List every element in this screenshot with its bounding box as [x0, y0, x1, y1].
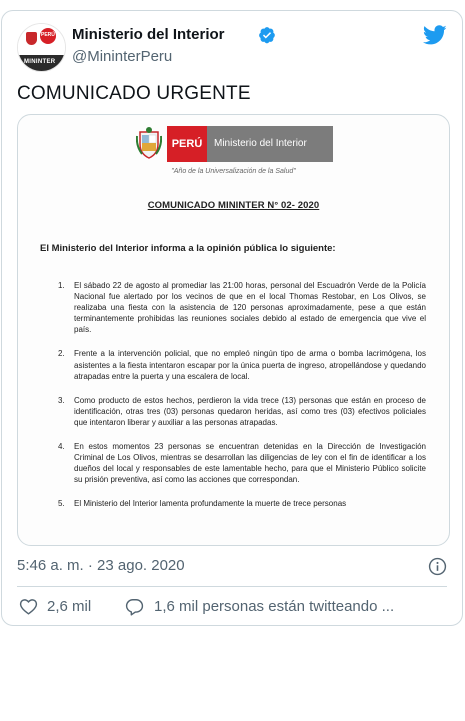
list-item: 5. El Ministerio del Interior lamenta profundamente la muerte de trece personas — [58, 499, 347, 509]
avatar[interactable] — [17, 23, 66, 72]
tweet-media-image[interactable] — [17, 114, 450, 546]
action-bar — [17, 596, 447, 618]
tweet-text: COMUNICADO URGENTE — [17, 83, 251, 104]
list-item: 3. Como producto de estos hechos, perdieron la vida trece (13) personas que están en proceso de identificación, otras tres (03) personas quedaron heridas, así como tres (03) efectivos policiales que intentaron liberar y auxiliar a las personas atrapadas. — [58, 395, 426, 427]
peru-logo-block: PERÚ — [167, 126, 207, 162]
coat-of-arms-icon — [26, 32, 37, 45]
press-release-document — [18, 115, 449, 545]
avatar-label: MININTER — [24, 59, 56, 65]
tweet-card[interactable] — [1, 10, 463, 626]
list-item: 1. El sábado 22 de agosto al promediar las 21:00 horas, personal del Escuadrón Verde de la Policía Nacional fue alertado por los vecinos de que en el local Thomas Restobar, en Los Olivos, se realizaba una fiesta con la asistencia de 120 personas aproximadamente, pese a que están terminantemente prohibidas las reuniones sociales debido al estado de emergencia que vive el país. — [58, 281, 426, 335]
document-intro: El Ministerio del Interior informa a la opinión pública lo siguiente: — [40, 243, 336, 254]
document-title: COMUNICADO MININTER N° 02- 2020 — [147, 200, 320, 211]
avatar-badge: PERÚ — [41, 32, 55, 38]
tweet-header — [17, 23, 447, 75]
display-name[interactable]: Ministerio del Interior — [72, 26, 225, 43]
ministry-logo-block: Ministerio del Interior — [207, 126, 333, 162]
year-motto: "Año de la Universalización de la Salud" — [171, 168, 296, 175]
coat-of-arms-icon — [136, 126, 162, 159]
verified-badge-icon — [258, 26, 276, 44]
list-item: 4. En estos momentos 23 personas se encuentran detenidas en la Dirección de Investigación Criminal de Los Olivos, mientras se desarrollan las diligencias de ley con el fin de identificar a los dueños del local y responsables de este lamentable hecho, para que el Ministerio Público solicite su prisión preventiva, así como las acciones que correspondan. — [58, 442, 426, 485]
speech-bubble-icon[interactable] — [125, 597, 144, 616]
info-icon[interactable] — [428, 557, 447, 576]
like-count[interactable]: 2,6 mil — [47, 598, 92, 615]
list-item: 2. Frente a la intervención policial, que no empleó ningún tipo de arma o bomba lacrimógena, los asistentes a la fiesta intentaron escapar por la única puerta de ingreso, atropellándose y quedando atrapadas entre la puerta y una escalera de local. — [58, 349, 426, 381]
user-handle[interactable]: @MininterPeru — [72, 48, 173, 65]
heart-icon[interactable] — [19, 597, 38, 616]
divider — [17, 586, 447, 587]
document-list — [58, 280, 426, 523]
replies-link[interactable]: 1,6 mil personas están twitteando ... — [154, 598, 395, 615]
twitter-bird-icon[interactable] — [423, 23, 447, 47]
tweet-timestamp[interactable]: 5:46 a. m. · 23 ago. 2020 — [17, 557, 185, 574]
